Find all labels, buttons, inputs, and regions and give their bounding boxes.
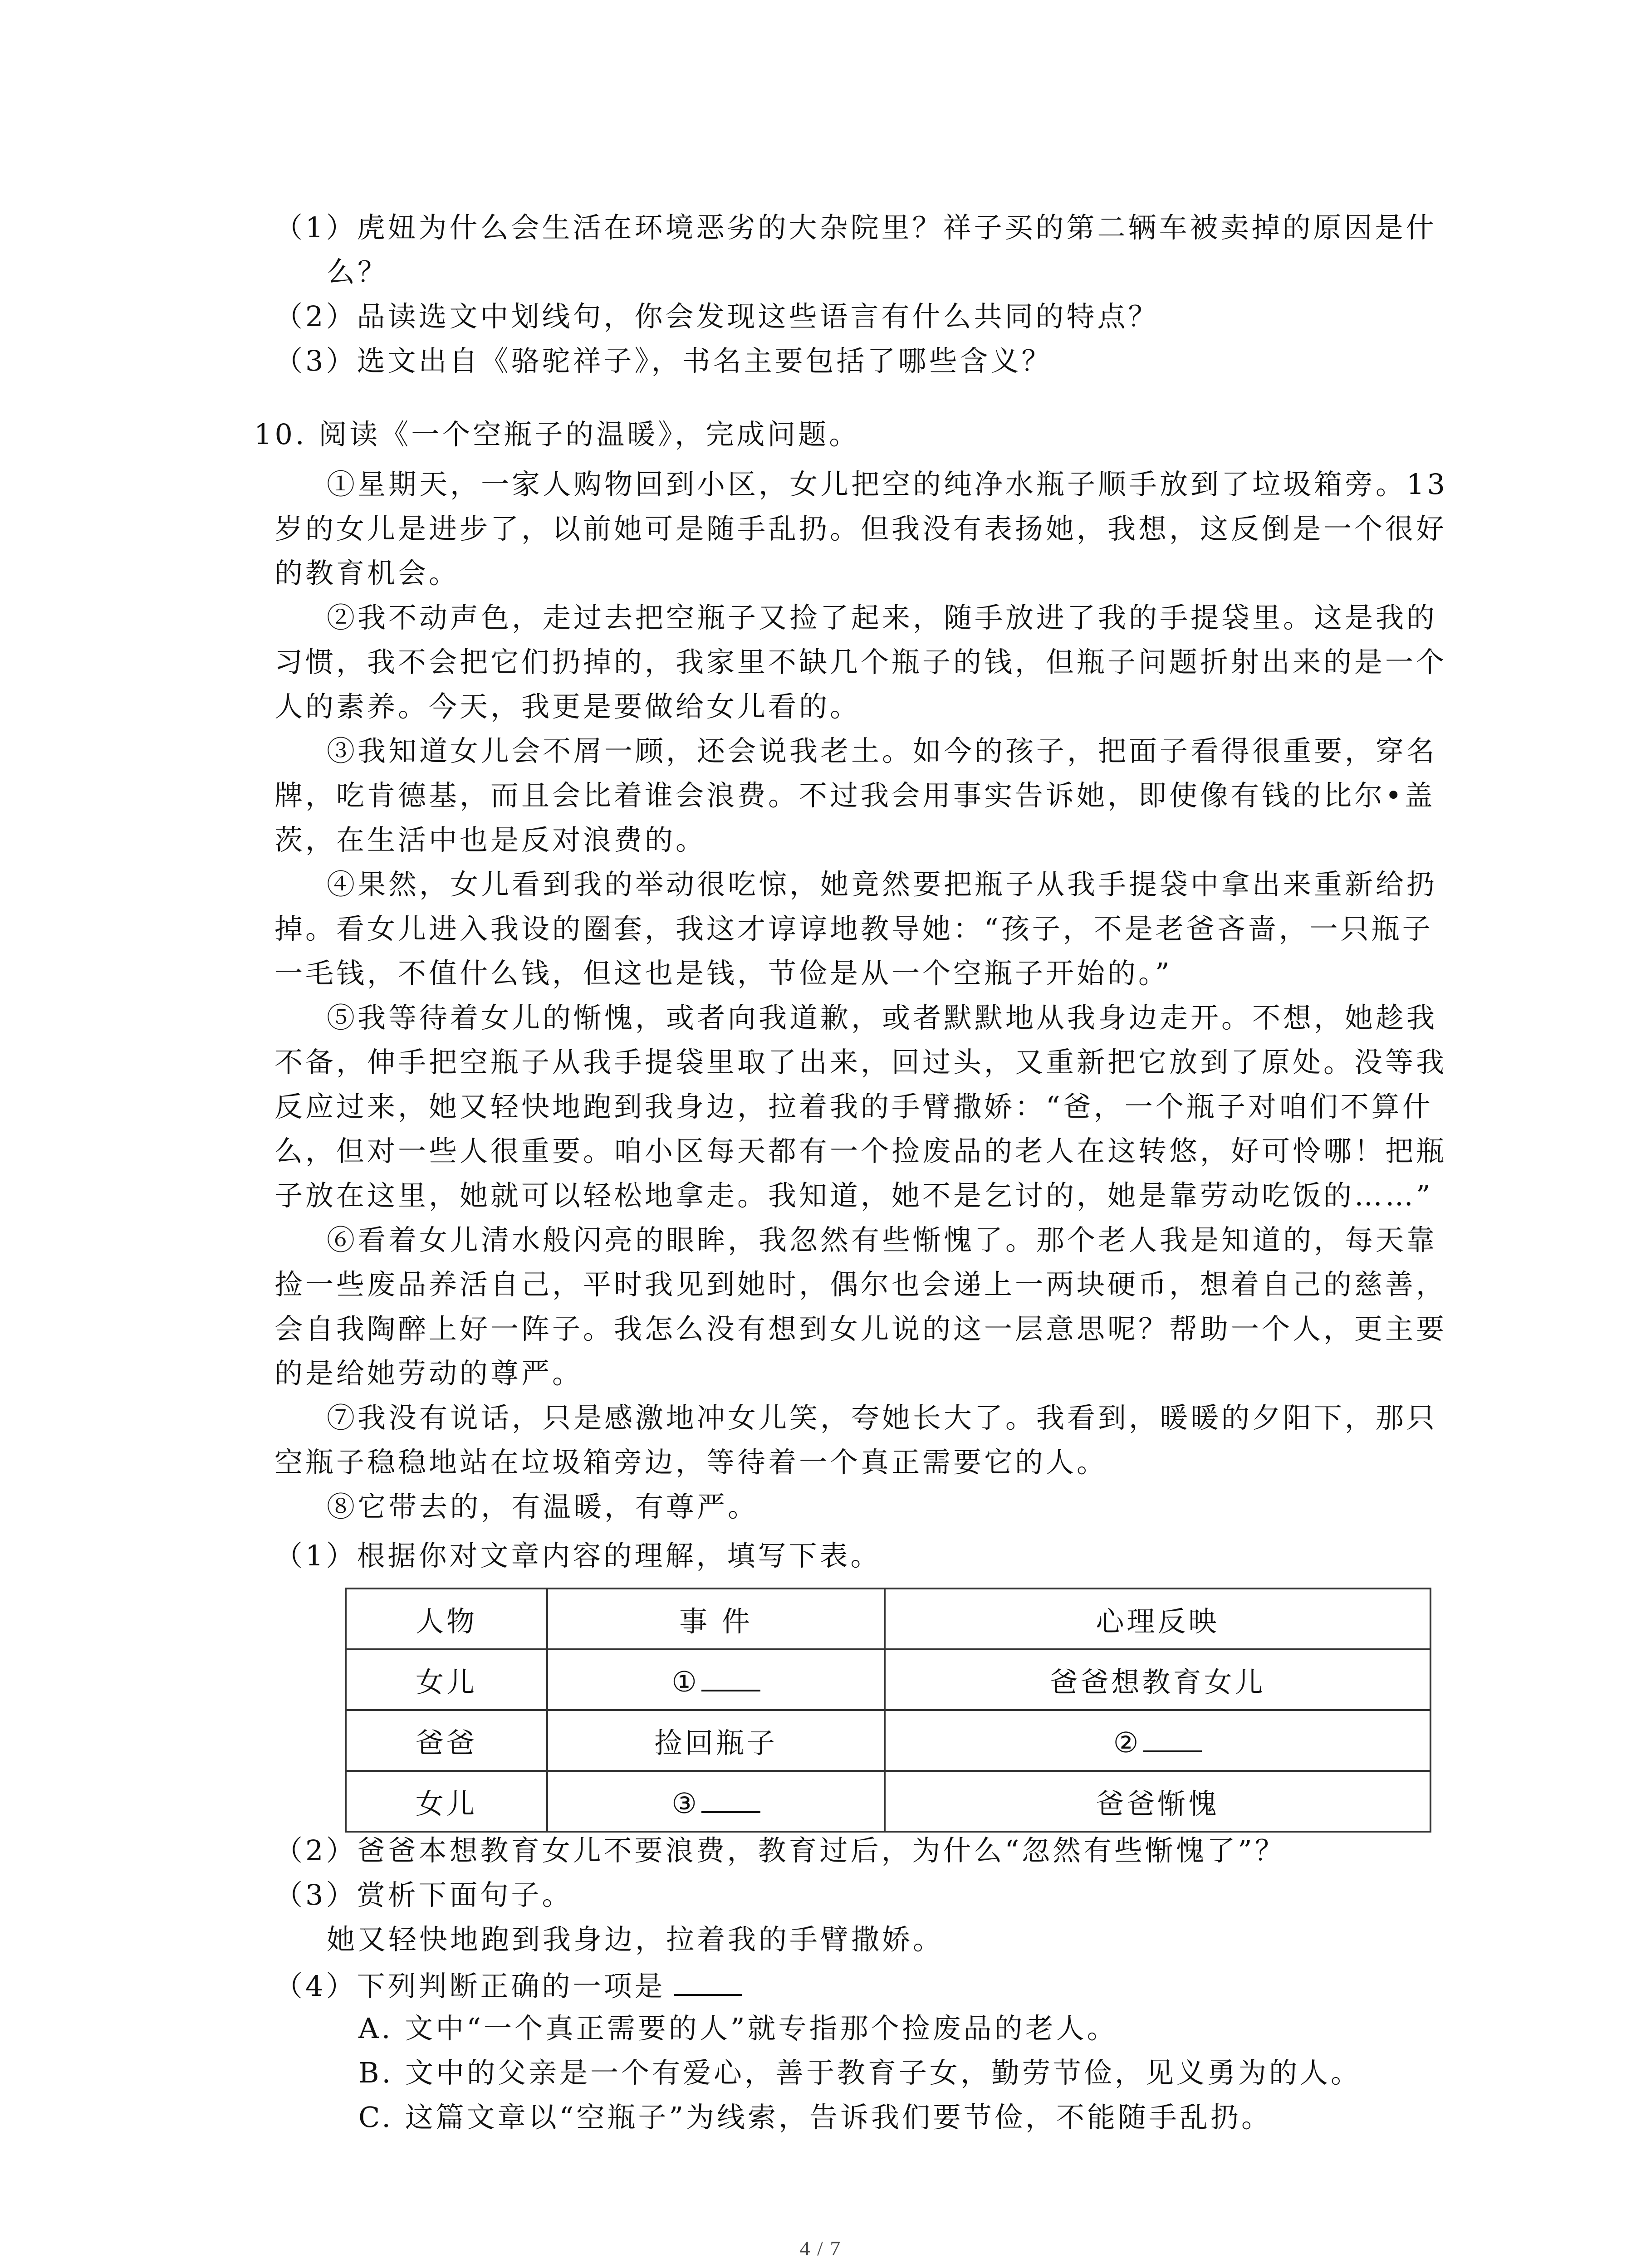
table-cell: 捡回瓶子 (547, 1710, 885, 1771)
passage-line: ③我知道女儿会不屑一顾，还会说我老土。如今的孩子，把面子看得很重要，穿名 (327, 734, 1438, 767)
option-a[interactable]: A. 文中“一个真正需要的人”就专指那个捡废品的老人。 (358, 2012, 1118, 2045)
passage-line: 牌，吃肯德基，而且会比着谁会浪费。不过我会用事实告诉她，即使像有钱的比尔•盖 (274, 779, 1435, 812)
blank-label: ③ (671, 1786, 700, 1820)
table-cell: 爸爸 (346, 1710, 547, 1771)
passage-line: 茨，在生活中也是反对浪费的。 (274, 823, 707, 856)
answer-table (345, 1588, 1431, 1833)
passage-line: 反应过来，她又轻快地跑到我身边，拉着我的手臂撒娇：“爸，一个瓶子对咱们不算什 (274, 1090, 1433, 1123)
q10-sub3-sentence: 她又轻快地跑到我身边，拉着我的手臂撒娇。 (327, 1923, 944, 1956)
option-b[interactable]: B. 文中的父亲是一个有爱心，善于教育子女，勤劳节俭，见义勇为的人。 (358, 2056, 1362, 2089)
table-row (346, 1771, 1430, 1832)
q10-sub4-text: （4）下列判断正确的一项是 (274, 1970, 666, 2003)
table-header: 人物 (346, 1589, 547, 1649)
passage-line: 子放在这里，她就可以轻松地拿走。我知道，她不是乞讨的，她是靠劳动吃饭的……” (274, 1179, 1433, 1212)
page-number: 4 / 7 (799, 2237, 842, 2260)
answer-blank[interactable] (701, 1662, 760, 1691)
q9-sub3: （3）选文出自《骆驼祥子》，书名主要包括了哪些含义？ (274, 344, 1053, 377)
answer-blank[interactable] (674, 1966, 742, 1996)
passage-line: 掉。看女儿进入我设的圈套，我这才谆谆地教导她：“孩子，不是老爸吝啬，一只瓶子 (274, 912, 1433, 945)
q10-sub3: （3）赏析下面句子。 (274, 1878, 573, 1911)
q10-sub2: （2）爸爸本想教育女儿不要浪费，教育过后，为什么“忽然有些惭愧了”？ (274, 1834, 1286, 1867)
passage-line: 么，但对一些人很重要。咱小区每天都有一个捡废品的老人在这转悠，好可怜哪！把瓶 (274, 1134, 1447, 1168)
blank-label: ① (671, 1665, 700, 1698)
passage-line: 会自我陶醉上好一阵子。我怎么没有想到女儿说的这一层意思呢？帮助一个人，更主要 (274, 1312, 1447, 1345)
table-cell-blank[interactable] (547, 1649, 885, 1710)
table-header: 事 件 (547, 1589, 885, 1649)
passage-line: ⑧它带去的，有温暖，有尊严。 (327, 1490, 759, 1523)
table-header-row (346, 1589, 1430, 1649)
q10-sub1: （1）根据你对文章内容的理解，填写下表。 (274, 1539, 882, 1572)
table-cell: 爸爸惭愧 (885, 1771, 1430, 1832)
passage-line: 习惯，我不会把它们扔掉的，我家里不缺几个瓶子的钱，但瓶子问题折射出来的是一个 (274, 645, 1447, 679)
passage-line: 不备，伸手把空瓶子从我手提袋里取了出来，回过头，又重新把它放到了原处。没等我 (274, 1046, 1447, 1079)
passage-line: ⑤我等待着女儿的惭愧，或者向我道歉，或者默默地从我身边走开。不想，她趁我 (327, 1001, 1438, 1034)
table-cell-blank[interactable] (547, 1771, 885, 1832)
q9-sub2: （2）品读选文中划线句，你会发现这些语言有什么共同的特点？ (274, 300, 1159, 333)
passage-line: 一毛钱，不值什么钱，但这也是钱，节俭是从一个空瓶子开始的。” (274, 957, 1172, 990)
q10-sub4 (274, 1966, 742, 2004)
table-cell-blank[interactable] (885, 1710, 1430, 1771)
blank-label: ② (1113, 1725, 1141, 1759)
table-row (346, 1649, 1430, 1710)
passage-line: ①星期天，一家人购物回到小区，女儿把空的纯净水瓶子顺手放到了垃圾箱旁。13 (327, 468, 1448, 501)
passage-line: 岁的女儿是进步了，以前她可是随手乱扔。但我没有表扬她，我想，这反倒是一个很好 (274, 512, 1447, 545)
passage-line: 的教育机会。 (274, 557, 460, 590)
table-row (346, 1710, 1430, 1771)
passage-line: ④果然，女儿看到我的举动很吃惊，她竟然要把瓶子从我手提袋中拿出来重新给扔 (327, 868, 1438, 901)
answer-blank[interactable] (1143, 1722, 1202, 1752)
passage-line: 的是给她劳动的尊严。 (274, 1357, 583, 1390)
passage-line: ②我不动声色，走过去把空瓶子又捡了起来，随手放进了我的手提袋里。这是我的 (327, 601, 1438, 634)
answer-blank[interactable] (701, 1783, 760, 1813)
passage-line: 人的素养。今天，我更是要做给女儿看的。 (274, 690, 861, 723)
passage-line: ⑦我没有说话，只是感激地冲女儿笑，夸她长大了。我看到，暖暖的夕阳下，那只 (327, 1401, 1438, 1434)
table-cell: 女儿 (346, 1649, 547, 1710)
passage-line: 空瓶子稳稳地站在垃圾箱旁边，等待着一个真正需要它的人。 (274, 1446, 1108, 1479)
q9-sub1-line1: （1）虎妞为什么会生活在环境恶劣的大杂院里？祥子买的第二辆车被卖掉的原因是什 (274, 211, 1437, 244)
passage-line: ⑥看着女儿清水般闪亮的眼眸，我忽然有些惭愧了。那个老人我是知道的，每天靠 (327, 1223, 1438, 1256)
passage-line: 捡一些废品养活自己，平时我见到她时，偶尔也会递上一两块硬币，想着自己的慈善， (274, 1268, 1447, 1301)
option-c[interactable]: C. 这篇文章以“空瓶子”为线索，告诉我们要节俭，不能随手乱扔。 (358, 2101, 1273, 2134)
table-header: 心理反映 (885, 1589, 1430, 1649)
table-cell: 爸爸想教育女儿 (885, 1649, 1430, 1710)
q10-heading: 10. 阅读《一个空瓶子的温暖》，完成问题。 (254, 418, 860, 451)
q9-sub1-line2: 么？ (327, 255, 389, 288)
table-cell: 女儿 (346, 1771, 547, 1832)
